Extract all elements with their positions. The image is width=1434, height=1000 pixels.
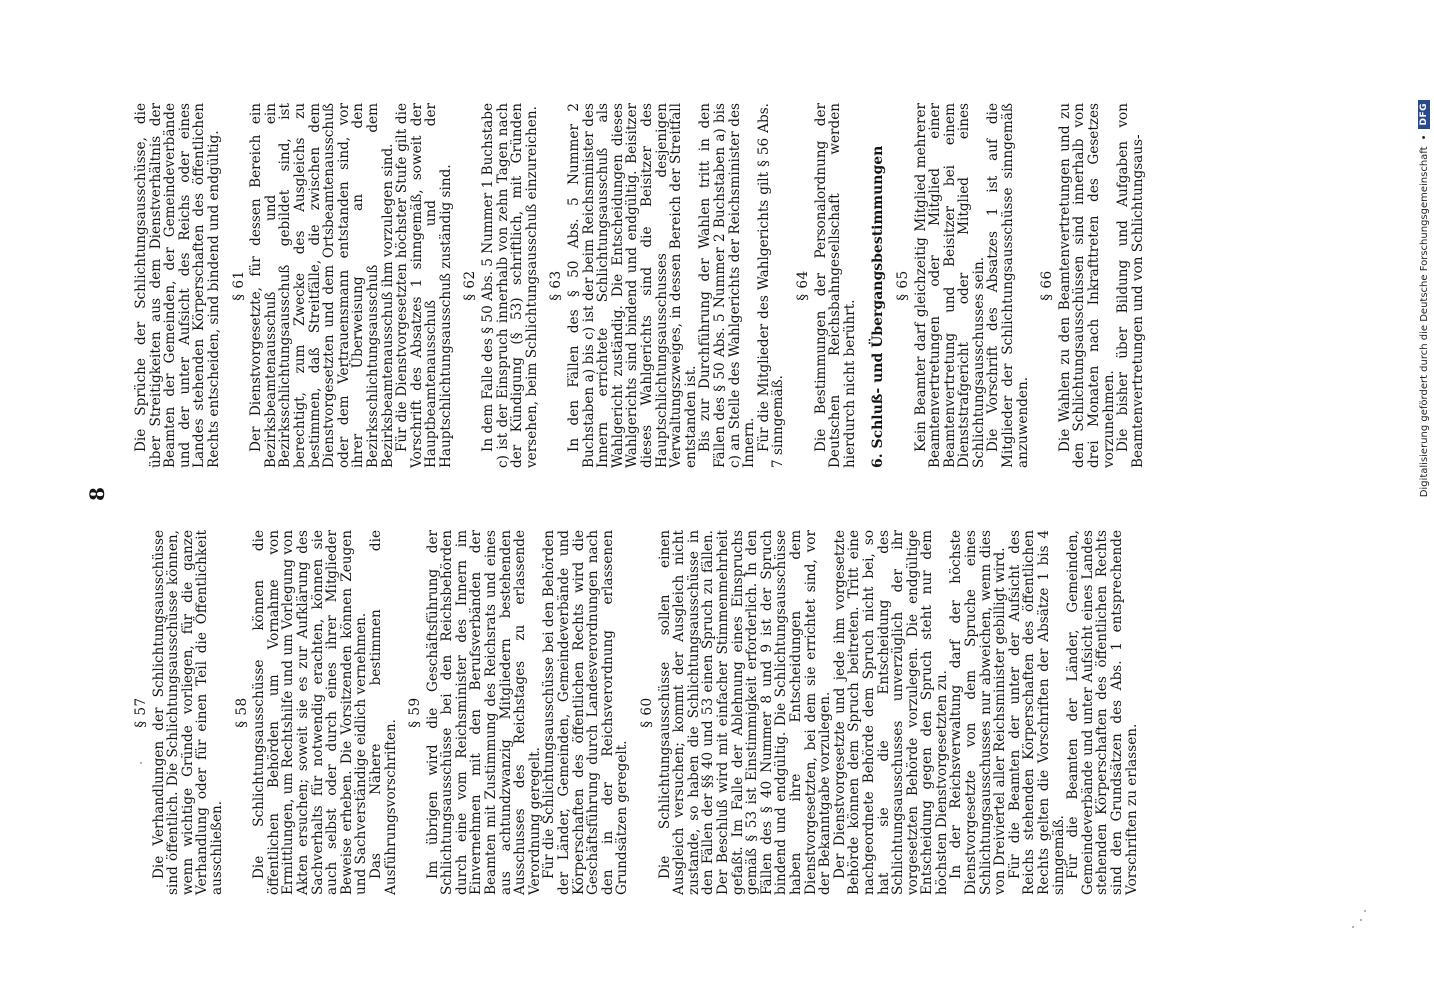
digitization-credit bbox=[1418, 100, 1430, 900]
paragraph: Für die Schlichtungsausschüsse bei den Behörden der Länder, Gemeinden, Gemeindeverbände und Körperschaften des öffentlichen Rechts wird die Geschäftsführung durch Landesverordnungen nach den in der Reichsverordnung erlassenen Grundsätzen geregelt. bbox=[541, 530, 631, 895]
paragraph: Im übrigen wird die Geschäftsführung der Schlichtungsausschüsse bei den Reichsbehörden durch eine vom Reichsminister des Innern im Einvernehmen mit den Berufsverbänden der Beamten mit Zustimmung des Reichsrats und eines aus achtundzwanzig Mitgliedern bestehenden Ausschusses des Reichstages zu erlassende Verordnung geregelt. bbox=[424, 530, 543, 895]
paragraph: Für die Mitglieder des Wahlgerichts gilt § 56 Abs. 7 sinngemäß. bbox=[755, 103, 787, 468]
paragraph: Die Sprüche der Schlichtungsausschüsse, die über Streitigkeiten aus dem Dienstverhältnis der Beamten der Gemeinden, der Gemeindeverbände und der unter Aufsicht des Reichs oder eines Landes stehenden Körperschaften des öffentlichen Rechts entscheiden, sind bindend und endgültig. bbox=[133, 103, 222, 468]
dfg-logo: DFG bbox=[1418, 100, 1430, 129]
paragraph: Die bisher über Bildung und Aufgaben von Beamtenvertretungen und von Schlichtungsaus- bbox=[1115, 103, 1146, 468]
paragraph: Die Verhandlungen der Schlichtungsausschüsse sind öffentlich. Die Schlichtungsausschüsse können, wenn wichtige Gründe vorliegen, für die ganze Verhandlung oder für einen Teil die Öffentlichkeit ausschließen. bbox=[150, 530, 225, 895]
section-number: § 64 bbox=[794, 270, 811, 301]
paragraph: Der Dienstvorgesetzte, für dessen Bereich ein Bezirksbeamtenausschuß und ein Bezirksschlichtungsausschuß gebildet sind, ist berechtigt, zum Zwecke des Ausgleichs zu bestimmen, daß Streitfälle, die zwischen dem Dienstvorgesetzten und dem Ortsbeamtenausschuß oder dem Vertrauensmann entstanden sind, vor ihrer Überweisung an den Bezirksschlichtungsausschuß dem Bezirksbeamtenausschuß ihm vorzulegen sind. bbox=[248, 103, 396, 468]
paragraph: Für die Dienstvorgesetzten höchster Stufe gilt die Vorschrift des Absatzes 1 sinngemäß, soweit der Hauptbeamtenausschuß und der Hauptschlichtungsausschuß zuständig sind. bbox=[394, 103, 454, 468]
paragraph: Für die Beamten der unter der Aufsicht des Reichs stehenden Körperschaften des öffentlichen Rechts gelten die Vorschriften der Absätze 1 bis 4 sinngemäß. bbox=[1006, 530, 1067, 895]
left-text-column bbox=[134, 530, 1139, 895]
paragraph: Das Nähere bestimmen die Ausführungsvorschriften. bbox=[367, 530, 399, 895]
paragraph: Kein Beamter darf gleichzeitig Mitglied mehrerer Beamtenvertretungen oder Mitglied einer Beamtenvertretung und Beisitzer bei einem Dienststrafgericht oder Mitglied eines Schlichtungsausschusses sein. bbox=[912, 103, 987, 468]
scan-speck bbox=[1352, 926, 1354, 928]
paragraph: Für die Beamten der Länder, Gemeinden, Gemeindeverbände und unter Aufsicht eines Landes stehenden Körperschaften des öffentlichen Rechts sind den Grundsätzen des Abs. 1 entsprechende Vorschriften zu erlassen. bbox=[1065, 530, 1140, 895]
paragraph: In den Fällen des § 50 Abs. 5 Nummer 2 Buchstaben a) bis c) ist der beim Reichsminister des Innern errichtete Schlichtungsausschuß als Wahlgericht zuständig. Die Entscheidungen dieses Wahlgerichts sind bindend und endgültig. Beisitzer dieses Wahlgerichts sind die Beisitzer des Hauptschlichtungsausschusses desjenigen Verwaltungszweiges, in dessen Bereich der Streitfall entstanden ist. bbox=[566, 103, 699, 468]
paragraph: Die Vorschrift des Absatzes 1 ist auf die Mitglieder der Schlichtungsausschüsse sinngemäß anzuwenden. bbox=[985, 103, 1031, 468]
paragraph: Die Bestimmungen der Personalordnung der Deutschen Reichsbahngesellschaft werden hierdurch nicht berührt. bbox=[812, 103, 858, 468]
section-heading: 6. Schluß- und Übergangsbestimmungen bbox=[870, 145, 887, 468]
section-number: § 61 bbox=[230, 270, 247, 301]
section-number: § 63 bbox=[548, 270, 565, 301]
section-number: § 58 bbox=[233, 697, 250, 728]
section-number: § 66 bbox=[1039, 270, 1056, 301]
paragraph: In dem Falle des § 50 Abs. 5 Nummer 1 Buchstabe c) ist der Einspruch innerhalb von zehn Tagen nach der Kündigung (§ 53) schriftlich, mit Gründen versehen, beim Schlichtungsausschuß einzureichen. bbox=[480, 103, 540, 468]
paragraph: Die Schlichtungsausschüsse sollen einen Ausgleich versuchen; kommt der Ausgleich nicht zustande, so haben die Schlichtungsausschüsse in den Fällen der §§ 40 und 53 einen Spruch zu fällen. Der Beschluß wird mit einfacher Stimmenmehrheit gefaßt. Im Falle der Ablehnung eines Einspruchs gemäß § 53 ist Einstimmigkeit erforderlich. In den Fällen des § 40 Nummer 8 und 9 ist der Spruch bindend und endgültig. Die Schlichtungsausschüsse haben ihre Entscheidungen dem Dienstvorgesetzten, bei dem sie errichtet sind, vor der Bekanntgabe vorzulegen. bbox=[656, 530, 834, 895]
credit-text: Digitalisierung gefördert durch die Deutsche Forschungsgemeinschaft bbox=[1418, 146, 1430, 498]
paragraph: Bis zur Durchführung der Wahlen tritt in den Fällen des § 50 Abs. 5 Nummer 2 Buchstaben a) bis c) an Stelle des Wahlgerichts der Reichsminister des Innern. bbox=[697, 103, 758, 468]
section-number: § 60 bbox=[639, 697, 655, 728]
right-text-column bbox=[134, 103, 1145, 468]
paragraph: Die Wahlen zu den Beamtenvertretungen und zu den Schlichtungsausschüssen sind innerhalb von drei Monaten nach Inkrafttreten des Gesetzes vorzunehmen. bbox=[1056, 103, 1117, 468]
scan-speck bbox=[140, 762, 142, 764]
section-number: § 65 bbox=[894, 270, 911, 301]
paragraph: In der Reichsverwaltung darf der höchste Dienstvorgesetzte von dem Spruche eines Schlichtungsausschusses nur abweichen, wenn dies von Dreiviertel aller Reichsminister gebilligt wird. bbox=[948, 530, 1009, 895]
page-number: 8 bbox=[85, 487, 109, 501]
scan-speck bbox=[1364, 910, 1366, 912]
scan-speck bbox=[1360, 919, 1362, 921]
credit-separator: • bbox=[1418, 134, 1430, 141]
paragraph: Die Schlichtungsausschüsse können die öffentlichen Behörden um Vornahme von Ermittlungen, um Rechtshilfe und um Vorlegung von Akten ersuchen; soweit sie es zur Aufklärung des Sachverhalts für notwendig erachten, können sie auch selbst oder durch eines ihrer Mitglieder Beweise erheben. Die Vorsitzenden können Zeugen und Sachverständige eidlich vernehmen. bbox=[251, 530, 370, 895]
paragraph: Der Dienstvorgesetzte und jede ihm vorgesetzte Behörde können dem Spruch beitreten. Tritt eine nachgeordnete Behörde dem Spruch nicht bei, so hat sie die Entscheidung des Schlichtungsausschusses unverzüglich der ihr vorgesetzten Behörde vorzulegen. Die endgültige Entscheidung gegen den Spruch steht nur dem höchsten Dienstvorgesetzten zu. bbox=[831, 530, 950, 895]
section-number: § 57 bbox=[133, 697, 149, 728]
section-number: § 62 bbox=[462, 270, 479, 301]
section-number: § 59 bbox=[407, 697, 424, 728]
